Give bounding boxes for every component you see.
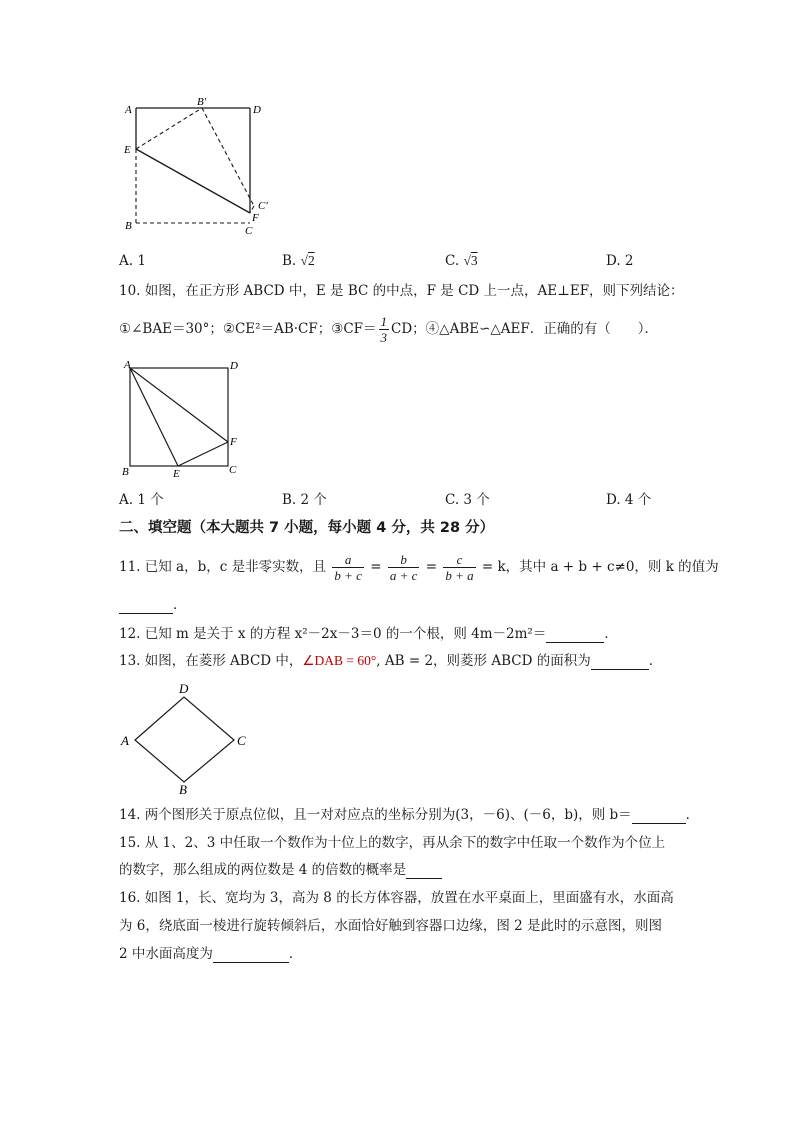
q9-option-b <box>282 253 315 269</box>
q11-eq-2: = <box>425 559 438 575</box>
q13-line <box>119 652 662 670</box>
label-A: A <box>121 733 129 748</box>
q11-f3-den: b + a <box>445 568 474 583</box>
sqrt-icon: √ <box>463 253 471 268</box>
label-C: C <box>245 225 253 237</box>
dash-bprime-cprime <box>202 108 254 206</box>
label-B: B <box>125 220 132 232</box>
q9-option-b-prefix: B. <box>282 253 297 269</box>
q9-option-c-prefix: C. <box>445 253 460 269</box>
q13-mid: , AB = 2，则菱形 ABCD 的面积为 <box>376 653 591 669</box>
label-C-prime: C′ <box>258 200 268 212</box>
q11-f2-num: b <box>388 552 420 568</box>
label-C: C <box>237 733 246 748</box>
dash-e-bprime <box>136 108 202 149</box>
q11-answer-blank[interactable] <box>119 599 173 614</box>
q9-option-a: A. 1 <box>119 253 146 269</box>
figure-q10 <box>118 360 248 480</box>
q16-line2: 为 6，绕底面一棱进行旋转倾斜后，水面恰好触到容器口边缘，图 2 是此时的示意图，则图 <box>119 918 663 934</box>
q11-f3-num: c <box>443 552 475 568</box>
square-abcd <box>130 368 228 466</box>
q12-line <box>119 625 618 643</box>
segment-ae <box>130 368 178 466</box>
figure-q13-rhombus <box>118 680 258 798</box>
q13-prefix: 13. 如图，在菱形 ABCD 中， <box>119 653 303 669</box>
q9-option-d: D. 2 <box>606 253 634 269</box>
figure-q9 <box>120 95 280 240</box>
q16-answer-blank[interactable] <box>213 948 289 963</box>
section-heading: 二、填空题（本大题共 7 小题，每小题 4 分，共 28 分） <box>119 520 495 536</box>
q13-end: ． <box>648 653 663 669</box>
q10-line2-a: ①∠BAE＝30°；②CE²＝AB·CF；③CF＝ <box>119 321 377 337</box>
q11-line1 <box>119 549 719 585</box>
q14-answer-blank[interactable] <box>632 809 686 824</box>
q13-angle: ∠DAB = 60° <box>302 653 377 668</box>
q11-f1-num: a <box>332 552 364 568</box>
label-B-prime: B′ <box>197 96 207 108</box>
q14-line <box>119 806 699 824</box>
sqrt-icon: √ <box>300 253 308 268</box>
q15-line2-text: 的数字，那么组成的两位数是 4 的倍数的概率是 <box>119 862 407 878</box>
label-E: E <box>124 144 131 156</box>
q10-fraction <box>379 314 390 345</box>
q11-fraction-3 <box>443 552 475 583</box>
q9-option-c <box>445 253 478 269</box>
q14-end: ． <box>685 807 700 823</box>
label-A: A <box>124 360 131 371</box>
label-D: D <box>179 681 189 696</box>
q11-suffix: = k，其中 a + b + c≠0，则 k 的值为 <box>481 559 719 575</box>
q16-end: ． <box>288 946 303 962</box>
q15-answer-blank[interactable] <box>406 864 442 879</box>
q11-eq-1: = <box>370 559 382 575</box>
q11-fraction-1 <box>332 552 364 583</box>
q12-text: 12. 已知 m 是关于 x 的方程 x²－2x－3＝0 的一个根，则 4m－2m²＝ <box>119 626 547 642</box>
label-F: F <box>252 212 259 224</box>
q12-answer-blank[interactable] <box>546 628 604 643</box>
q10-frac-den: 3 <box>380 330 388 345</box>
q10-line2-b: CD；④△ABE∽△AEF．正确的有（ ）． <box>391 321 659 337</box>
rhombus-abcd <box>135 697 234 782</box>
label-B: B <box>122 466 129 478</box>
q11-f2-den: a + c <box>389 568 418 583</box>
label-A: A <box>125 104 132 116</box>
q15-line1: 15. 从 1、2、3 中任取一个数作为十位上的数字，再从余下的数字中任取一个数作为个位上 <box>119 835 666 851</box>
q10-option-b: B. 2 个 <box>282 492 327 508</box>
label-B: B <box>179 782 187 797</box>
q10-option-c: C. 3 个 <box>445 492 490 508</box>
q10-frac-num: 1 <box>380 314 388 329</box>
label-F: F <box>230 436 237 448</box>
q10-option-d: D. 4 个 <box>606 492 652 508</box>
q9-option-c-radicand: 3 <box>470 253 478 268</box>
q10-line2 <box>119 312 658 346</box>
q13-answer-blank[interactable] <box>591 655 649 670</box>
q10-option-a: A. 1 个 <box>119 492 164 508</box>
q11-f1-den: b + c <box>334 568 362 583</box>
q16-line3-text: 2 中水面高度为 <box>119 946 213 962</box>
q15-line2 <box>119 861 442 879</box>
q16-line3 <box>119 945 302 963</box>
q10-line1: 10. 如图，在正方形 ABCD 中，E 是 BC 的中点，F 是 CD 上一点，AE⊥EF，则下列结论： <box>119 283 684 299</box>
edge-ef <box>136 149 250 213</box>
q11-prefix: 11. 已知 a，b，c 是非零实数，且 <box>119 559 327 575</box>
label-C: C <box>229 464 237 476</box>
q11-fraction-2 <box>388 552 420 583</box>
q11-line2 <box>119 596 187 614</box>
q12-end: ． <box>604 626 618 642</box>
segment-ef <box>178 442 228 466</box>
label-D: D <box>253 104 261 116</box>
q11-end: ． <box>173 597 187 613</box>
segment-af <box>130 368 228 442</box>
label-D: D <box>230 360 238 372</box>
q9-option-b-radicand: 2 <box>307 253 315 268</box>
label-E: E <box>173 468 180 480</box>
q16-line1: 16. 如图 1，长、宽均为 3，高为 8 的长方体容器，放置在水平桌面上，里面盛有水，水面高 <box>119 890 674 906</box>
q14-text: 14. 两个图形关于原点位似，且一对对应点的坐标分别为(3，－6)、(－6，b)，则 b＝ <box>119 807 632 823</box>
